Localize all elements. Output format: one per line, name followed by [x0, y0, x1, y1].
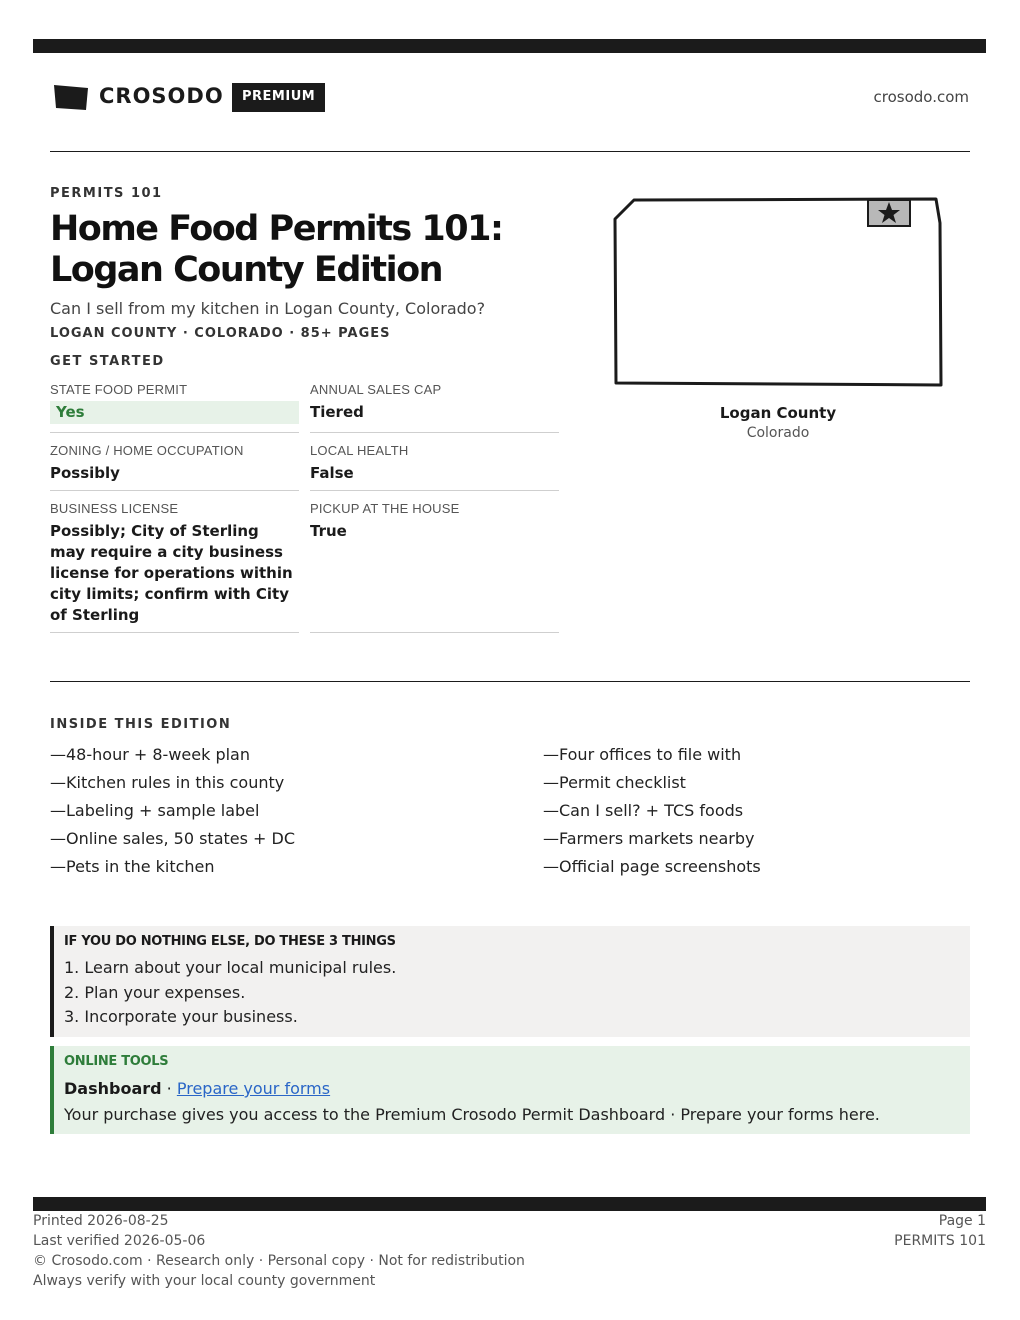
section-kicker: PERMITS 101	[50, 186, 163, 201]
fact-label: ZONING / HOME OCCUPATION	[50, 443, 244, 458]
footer-left	[33, 1211, 525, 1291]
list-item: —48-hour + 8-week plan	[50, 745, 250, 764]
list-item: —Online sales, 50 states + DC	[50, 829, 296, 848]
callout-heading: IF YOU DO NOTHING ELSE, DO THESE 3 THINGS	[64, 934, 396, 949]
fact-annual-sales-cap	[310, 382, 559, 433]
site-link[interactable]: crosodo.com	[873, 88, 969, 106]
list-item: —Labeling + sample label	[50, 801, 260, 820]
fact-business-license	[50, 501, 299, 633]
list-item: —Official page screenshots	[543, 857, 761, 876]
priority-callout	[50, 926, 970, 1037]
bottom-bar	[33, 1197, 986, 1211]
fact-label: ANNUAL SALES CAP	[310, 382, 442, 397]
fact-local-health	[310, 443, 559, 491]
premium-badge: PREMIUM	[232, 83, 325, 112]
list-item: —Kitchen rules in this county	[50, 773, 285, 792]
inside-heading: INSIDE THIS EDITION	[50, 717, 232, 732]
page-meta: LOGAN COUNTY · COLORADO · 85+ PAGES	[50, 326, 391, 341]
tools-description: Your purchase gives you access to the Premium Crosodo Permit Dashboard · Prepare your forms here.	[64, 1105, 880, 1124]
section-name: PERMITS 101	[894, 1233, 986, 1249]
callout-list	[64, 956, 396, 1030]
footer-right	[894, 1211, 986, 1251]
separator: ·	[161, 1079, 177, 1098]
online-tools-box	[50, 1046, 970, 1134]
dashboard-label: Dashboard	[64, 1079, 162, 1098]
logo-mark	[54, 85, 88, 114]
page-number: Page 1	[938, 1213, 986, 1229]
fact-label: LOCAL HEALTH	[310, 443, 409, 458]
fact-value: True	[310, 522, 347, 540]
map-state-name: Colorado	[746, 425, 810, 441]
top-bar	[33, 39, 986, 53]
section-divider	[50, 681, 970, 682]
list-item: 2. Plan your expenses.	[64, 982, 246, 1002]
fact-value: Possibly	[50, 464, 120, 482]
fact-pickup	[310, 501, 559, 633]
list-item: —Can I sell? + TCS foods	[543, 801, 744, 820]
prepare-forms-link[interactable]: Prepare your forms	[176, 1079, 331, 1098]
copyright-notice: © Crosodo.com · Research only · Personal copy · Not for redistribution	[33, 1253, 525, 1269]
tools-heading: ONLINE TOOLS	[64, 1054, 169, 1069]
list-item: —Farmers markets nearby	[543, 829, 755, 848]
disclaimer: Always verify with your local county government	[33, 1273, 376, 1289]
fact-label: PICKUP AT THE HOUSE	[310, 501, 460, 516]
list-item: 1. Learn about your local municipal rules.	[64, 958, 397, 977]
fact-value: Tiered	[310, 403, 364, 421]
fact-label: STATE FOOD PERMIT	[50, 382, 188, 397]
printed-date: Printed 2026-08-25	[33, 1213, 169, 1229]
fact-value: Possibly; City of Sterling may require a city business license for operations within city limits; confirm with City of Sterling	[50, 522, 293, 624]
brand-name: CROSODO	[99, 84, 224, 108]
list-item: 3. Incorporate your business.	[64, 1007, 298, 1026]
list-item: —Four offices to file with	[543, 745, 742, 764]
page-title: Home Food Permits 101: Logan County Edition	[50, 209, 503, 290]
fact-value: Yes	[50, 401, 299, 424]
fact-state-food-permit	[50, 382, 299, 433]
verified-date: Last verified 2026-05-06	[33, 1233, 206, 1249]
fact-value: False	[310, 464, 354, 482]
toc-left	[50, 741, 295, 881]
get-started-heading: GET STARTED	[50, 354, 165, 369]
page-subtitle: Can I sell from my kitchen in Logan County, Colorado?	[50, 299, 486, 318]
list-item: —Pets in the kitchen	[50, 857, 215, 876]
fact-label: BUSINESS LICENSE	[50, 501, 179, 516]
header-divider	[50, 151, 970, 152]
toc-right	[543, 741, 761, 881]
list-item: —Permit checklist	[543, 773, 686, 792]
map-county-name: Logan County	[719, 404, 837, 422]
tools-dashboard-line	[64, 1079, 330, 1098]
fact-zoning	[50, 443, 299, 491]
star-icon	[866, 198, 912, 232]
